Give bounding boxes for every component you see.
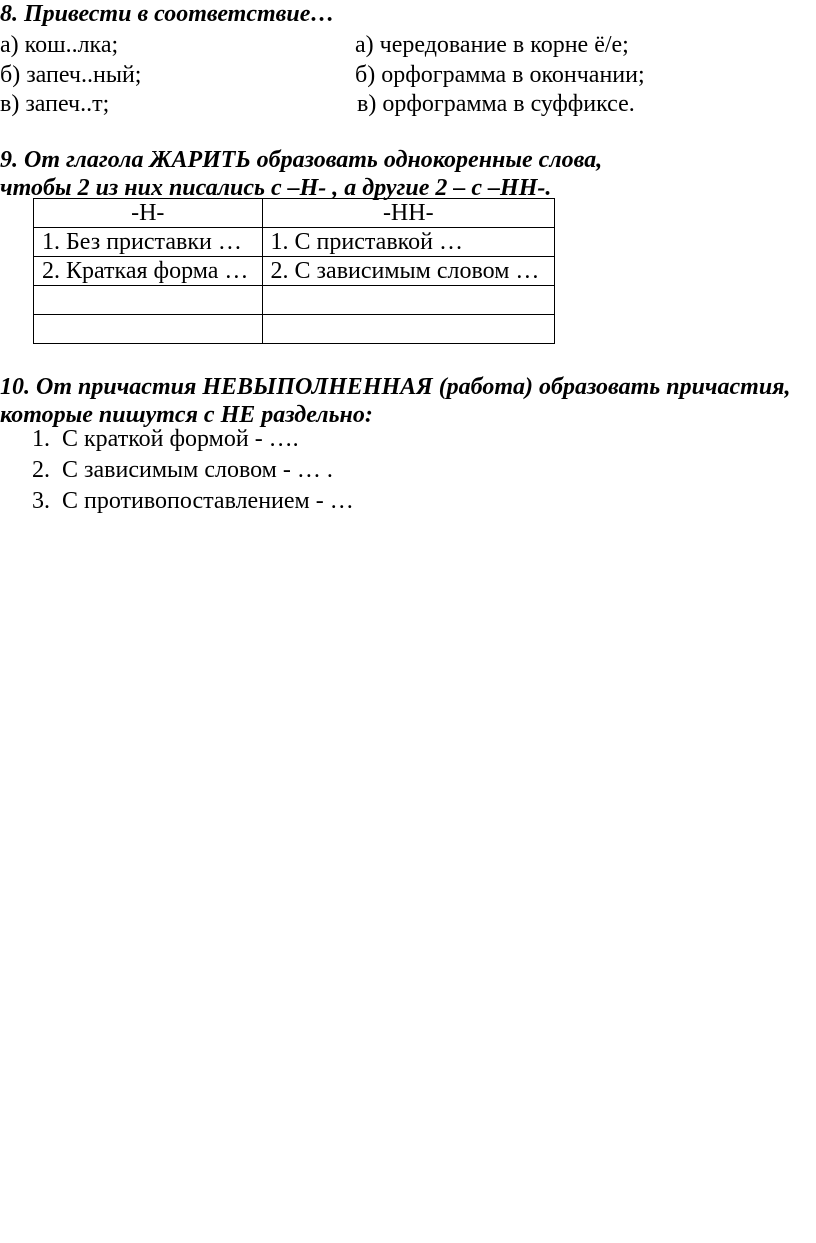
table-row	[34, 228, 555, 257]
task10-title-line1: 10. От причастия НЕВЫПОЛНЕННАЯ (работа) образовать причастия,	[0, 374, 791, 400]
task9-title-line2: чтобы 2 из них писались с –Н- , а другие 2 – с –НН-.	[0, 175, 552, 201]
list-item-text: С зависимым словом - … .	[62, 457, 333, 483]
task8-right-item: б) орфограмма в окончании;	[355, 62, 645, 88]
list-item-number: 3.	[32, 488, 50, 514]
table-row	[34, 315, 555, 344]
task8-left-item: а) кош..лка;	[0, 32, 119, 58]
task8-left-item: в) запеч..т;	[0, 91, 110, 117]
table-cell	[262, 315, 554, 344]
table-row	[34, 257, 555, 286]
table-cell: 2. Краткая форма …	[34, 257, 263, 286]
task9-title-line1: 9. От глагола ЖАРИТЬ образовать однокоренные слова,	[0, 147, 603, 173]
list-item-text: С краткой формой - ….	[62, 426, 299, 452]
table-row	[34, 286, 555, 315]
table-cell	[34, 315, 263, 344]
task8-title: 8. Привести в соответствие…	[0, 1, 335, 27]
table-cell: 1. С приставкой …	[262, 228, 554, 257]
task10-title-line2: которые пишутся с НЕ раздельно:	[0, 402, 373, 428]
table-header-cell-n: -Н-	[34, 199, 263, 228]
table-cell	[34, 286, 263, 315]
table-cell	[262, 286, 554, 315]
task8-right-item: а) чередование в корне ё/е;	[355, 32, 629, 58]
task8-right-item: в) орфограмма в суффиксе.	[357, 91, 635, 117]
table-cell: 1. Без приставки …	[34, 228, 263, 257]
table-header-cell-nn: -НН-	[262, 199, 554, 228]
n-nn-table	[33, 198, 555, 344]
task8-left-item: б) запеч..ный;	[0, 62, 142, 88]
list-item-text: С противопоставлением - …	[62, 488, 354, 514]
table-header-row	[34, 199, 555, 228]
list-item-number: 1.	[32, 426, 50, 452]
list-item-number: 2.	[32, 457, 50, 483]
table-cell: 2. С зависимым словом …	[262, 257, 554, 286]
